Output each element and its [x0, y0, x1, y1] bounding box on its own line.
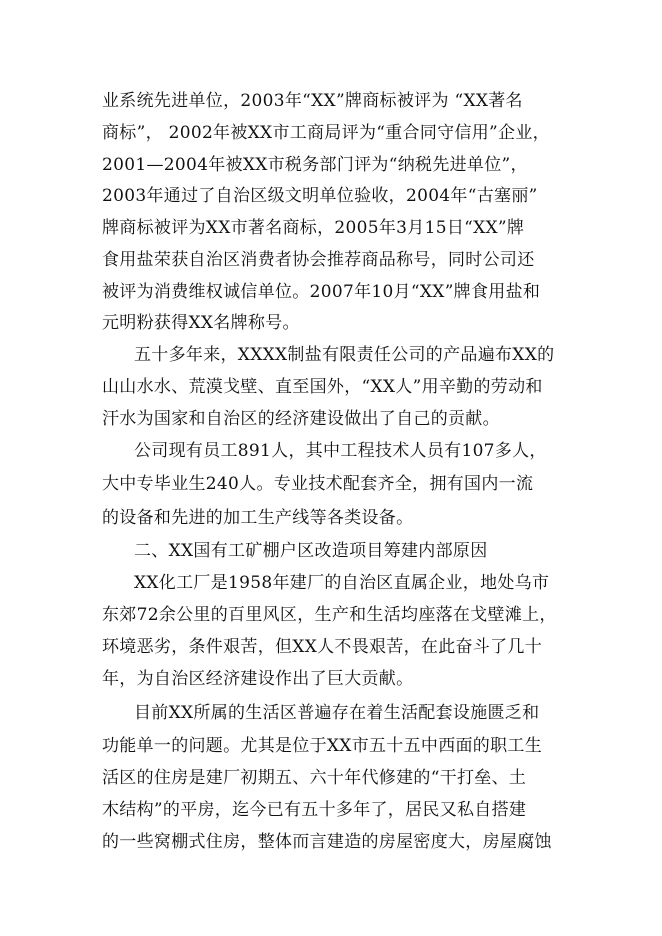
text-line-3: 2001—2004年被XX市税务部门评为“纳税先进单位”， [102, 155, 528, 175]
text-line-16: XX化工厂是1958年建厂的自治区直属企业，地处乌市 [134, 573, 550, 593]
text-line-11: 汗水为国家和自治区的经济建设做出了自己的贡献。 [102, 409, 500, 429]
text-line-19: 年，为自治区经济建设作出了巨大贡献。 [102, 669, 414, 689]
text-line-6: 食用盐荣获自治区消费者协会推荐商品称号，同时公司还 [102, 250, 535, 270]
text-line-18: 环境恶劣，条件艰苦，但XX人不畏艰苦，在此奋斗了几十 [102, 637, 543, 657]
text-line-12: 公司现有员工891人，其中工程技术人员有107多人， [134, 441, 547, 461]
text-line-20: 目前XX所属的生活区普遍存在着生活配套设施匮乏和 [134, 703, 540, 723]
text-line-8: 元明粉获得XX名牌称号。 [102, 313, 300, 333]
text-line-9: 五十多年来，XXXX制盐有限责任公司的产品遍布XX的 [134, 345, 555, 365]
text-line-14: 的设备和先进的加工生产线等各类设备。 [102, 508, 414, 528]
text-line-24: 的一些窝棚式住房，整体而言建造的房屋密度大，房屋腐蚀 [102, 832, 552, 852]
text-line-10: 山山水水、荒漠戈壁、直至国外，“XX人”用辛勤的劳动和 [102, 377, 543, 397]
section-heading: 二、XX国有工矿棚户区改造项目筹建内部原因 [134, 541, 488, 561]
text-line-7: 被评为消费维权诚信单位。2007年10月“XX”牌食用盐和 [102, 282, 541, 302]
text-line-21: 功能单一的问题。尤其是位于XX市五十五中西面的职工生 [102, 736, 543, 756]
text-line-23: 木结构”的平房，迄今已有五十多年了，居民又私自搭建 [102, 800, 527, 820]
text-line-2: 商标”， 2002年被XX市工商局评为“重合同守信用”企业， [102, 123, 550, 143]
text-line-22: 活区的住房是建厂初期五、六十年代修建的“干打垒、土 [102, 768, 527, 788]
text-line-4: 2003年通过了自治区级文明单位验收，2004年“古塞丽” [102, 186, 538, 206]
text-line-13: 大中专毕业生240人。专业技术配套齐全，拥有国内一流 [102, 474, 534, 494]
text-line-5: 牌商标被评为XX市著名商标，2005年3月15日“XX”牌 [102, 218, 525, 238]
text-line-1: 业系统先进单位，2003年“XX”牌商标被评为 “XX著名 [102, 91, 523, 111]
text-line-17: 东郊72余公里的百里风区，生产和生活均座落在戈壁滩上， [102, 605, 557, 625]
